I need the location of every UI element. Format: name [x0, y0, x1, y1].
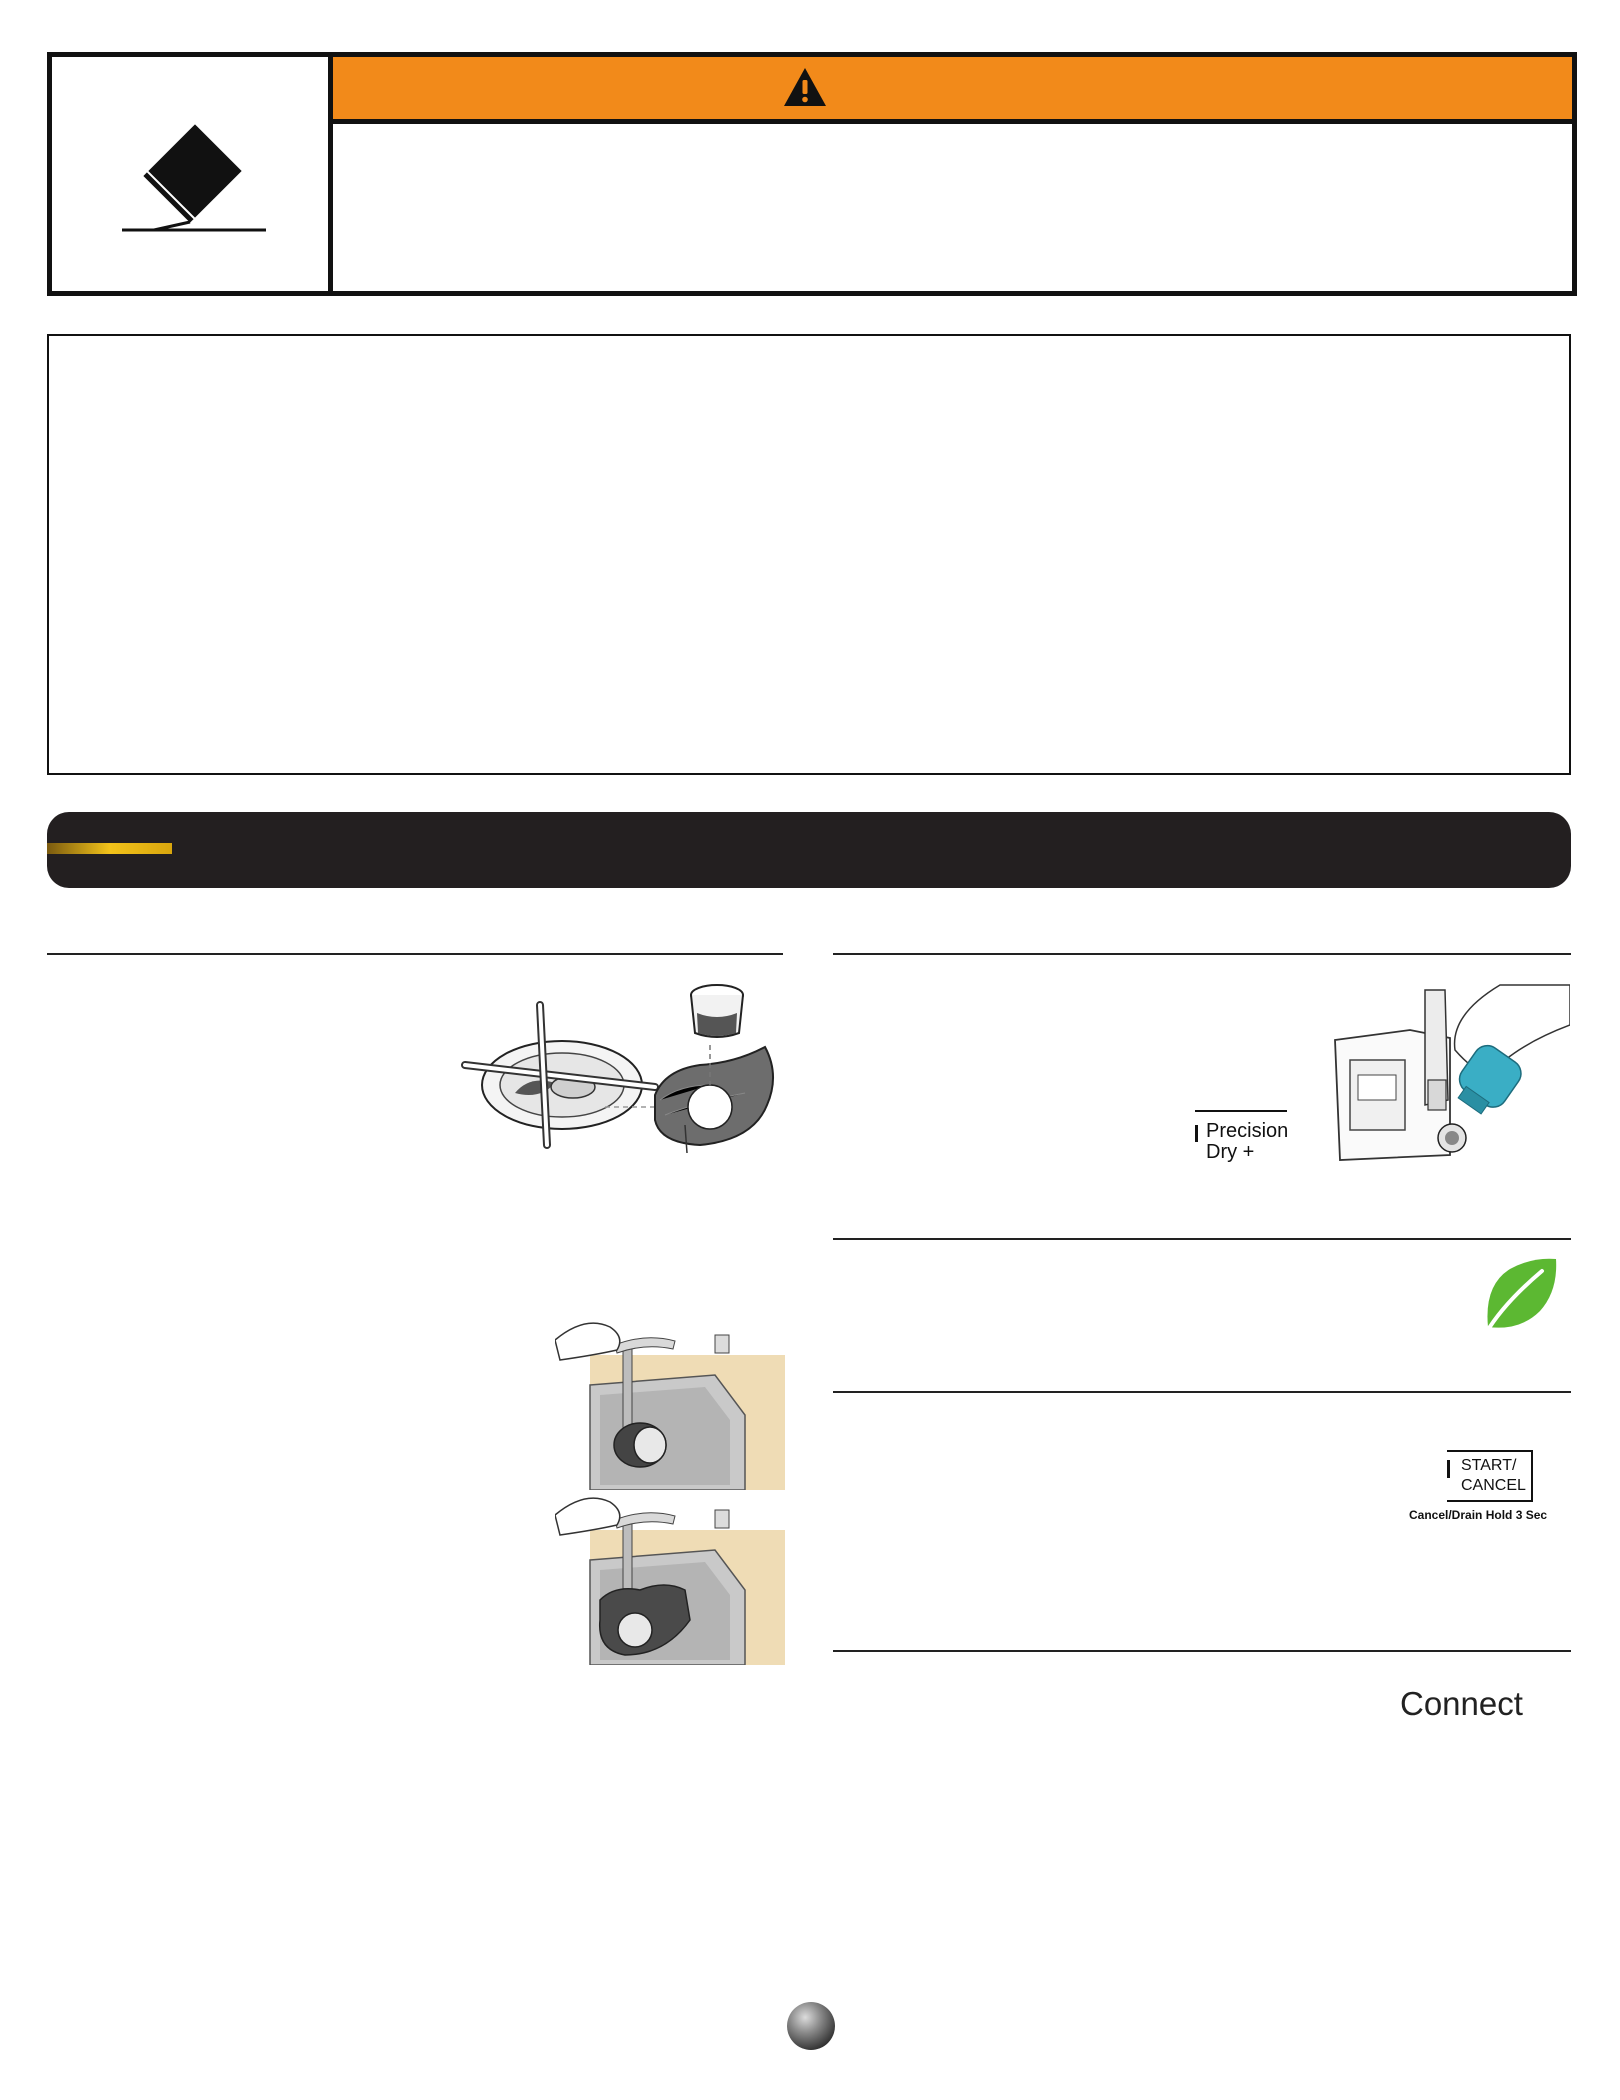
page-number-dot — [787, 2002, 835, 2050]
tip-over-icon — [120, 118, 270, 238]
filter-rinse-illustration — [555, 1315, 785, 1490]
start-cancel-label-line2: CANCEL — [1461, 1477, 1526, 1494]
notice-frame — [47, 334, 1571, 775]
precision-dry-label-line1: Precision — [1206, 1120, 1289, 1142]
leaf-icon — [1480, 1255, 1560, 1335]
section-banner — [47, 812, 1571, 888]
filter-screen-rinse-illustration — [555, 1490, 785, 1665]
banner-accent-bar — [47, 843, 172, 854]
cancel-drain-label: Cancel/Drain Hold 3 Sec — [1409, 1508, 1548, 1522]
precision-dry-label-line2: Dry + — [1206, 1141, 1255, 1163]
start-cancel-label-line1: START/ — [1461, 1457, 1517, 1474]
connect-label: Connect — [1400, 1685, 1523, 1722]
section-rule — [833, 953, 1571, 955]
indicator-bar — [1195, 1125, 1198, 1142]
filter-assembly-illustration — [455, 975, 785, 1155]
warning-triangle-icon — [782, 66, 828, 108]
indicator-bar — [1447, 1460, 1450, 1478]
warning-header — [333, 57, 1572, 124]
rinse-aid-dispenser-illustration — [1330, 980, 1570, 1170]
section-rule — [833, 1650, 1571, 1652]
precision-dry-rule — [1195, 1110, 1287, 1112]
section-rule — [833, 1238, 1571, 1240]
section-rule — [47, 953, 783, 955]
section-rule — [833, 1391, 1571, 1393]
